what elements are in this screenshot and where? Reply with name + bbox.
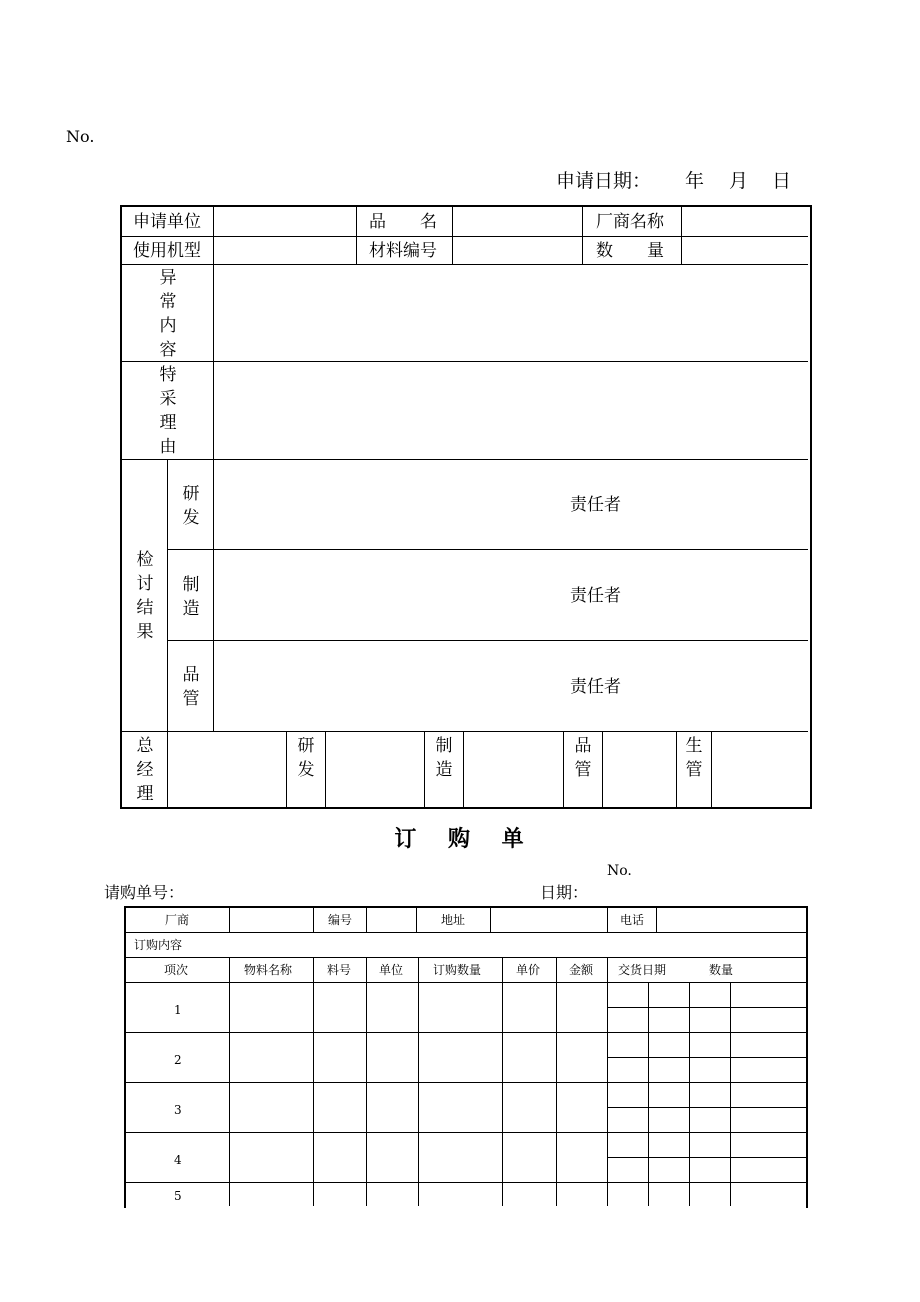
col-part-no: 料号 xyxy=(327,963,352,977)
col-unit: 单位 xyxy=(379,963,404,977)
order-content-label: 订购内容 xyxy=(134,938,183,952)
po-number-label: No. xyxy=(607,863,632,879)
general-manager-label: 总 经 理 xyxy=(136,736,154,804)
rd-responsible-label: 责任者 xyxy=(570,495,621,515)
row-item-number: 2 xyxy=(174,1053,182,1067)
col-material-name: 物料名称 xyxy=(244,963,293,977)
dept-rd-label: 研 发 xyxy=(182,484,200,528)
abnormal-content-field[interactable] xyxy=(215,266,807,360)
code-field[interactable] xyxy=(368,909,415,931)
vendor-field[interactable] xyxy=(231,909,312,931)
phone-label: 电话 xyxy=(620,913,645,927)
review-result-label: 检 讨 结 果 xyxy=(136,550,154,642)
col-amount: 金额 xyxy=(569,963,594,977)
abnormal-content-label: 异 常 内 容 xyxy=(159,268,177,360)
year-label: 年 xyxy=(685,170,705,192)
special-reason-label: 特 采 理 由 xyxy=(159,365,177,457)
vendor-name-field[interactable] xyxy=(683,208,807,235)
col-item-no: 项次 xyxy=(164,963,189,977)
material-code-field[interactable] xyxy=(454,237,581,263)
col-order-qty: 订购数量 xyxy=(433,963,482,977)
purchase-order-title: 订 购 单 xyxy=(394,827,536,852)
row-item-number: 3 xyxy=(174,1103,182,1117)
col-unit-price: 单价 xyxy=(516,963,541,977)
vendor-label: 厂商 xyxy=(165,913,190,927)
product-name-field[interactable] xyxy=(454,208,581,235)
row-item-number: 5 xyxy=(174,1189,182,1203)
machine-model-label: 使用机型 xyxy=(133,241,201,261)
mfg-responsible-label: 责任者 xyxy=(570,586,621,606)
apply-unit-field[interactable] xyxy=(215,208,355,235)
machine-model-field[interactable] xyxy=(215,237,355,263)
requisition-number-label: 请购单号： xyxy=(104,883,185,902)
quantity-field[interactable] xyxy=(683,237,807,263)
address-label: 地址 xyxy=(441,913,466,927)
row-item-number: 4 xyxy=(174,1153,182,1167)
quantity-label: 数 量 xyxy=(596,241,664,261)
qc-responsible-label: 责任者 xyxy=(570,677,621,697)
special-reason-field[interactable] xyxy=(215,363,807,458)
sign-rd-label: 研 发 xyxy=(297,736,315,780)
sign-pc-label: 生 管 xyxy=(685,736,703,780)
code-label: 编号 xyxy=(328,913,353,927)
dept-qc-label: 品 管 xyxy=(182,665,200,709)
dept-mfg-label: 制 造 xyxy=(182,575,200,619)
form-number-label: No. xyxy=(66,127,95,146)
apply-date-label: 申请日期： xyxy=(556,170,652,192)
day-label: 日 xyxy=(772,170,792,192)
col-delivery-date: 交货日期 xyxy=(618,963,667,977)
vendor-name-label: 厂商名称 xyxy=(596,212,664,232)
col-delivery-qty: 数量 xyxy=(709,963,734,977)
material-code-label: 材料编号 xyxy=(369,241,437,261)
product-name-label: 品 名 xyxy=(369,212,437,232)
apply-unit-label: 申请单位 xyxy=(133,212,201,232)
address-field[interactable] xyxy=(492,909,606,931)
row-item-number: 1 xyxy=(174,1003,182,1017)
po-date-label: 日期： xyxy=(540,883,589,902)
sign-qc-label: 品 管 xyxy=(574,736,592,780)
month-label: 月 xyxy=(729,170,749,192)
phone-field[interactable] xyxy=(658,909,804,931)
sign-mfg-label: 制 造 xyxy=(435,736,453,780)
